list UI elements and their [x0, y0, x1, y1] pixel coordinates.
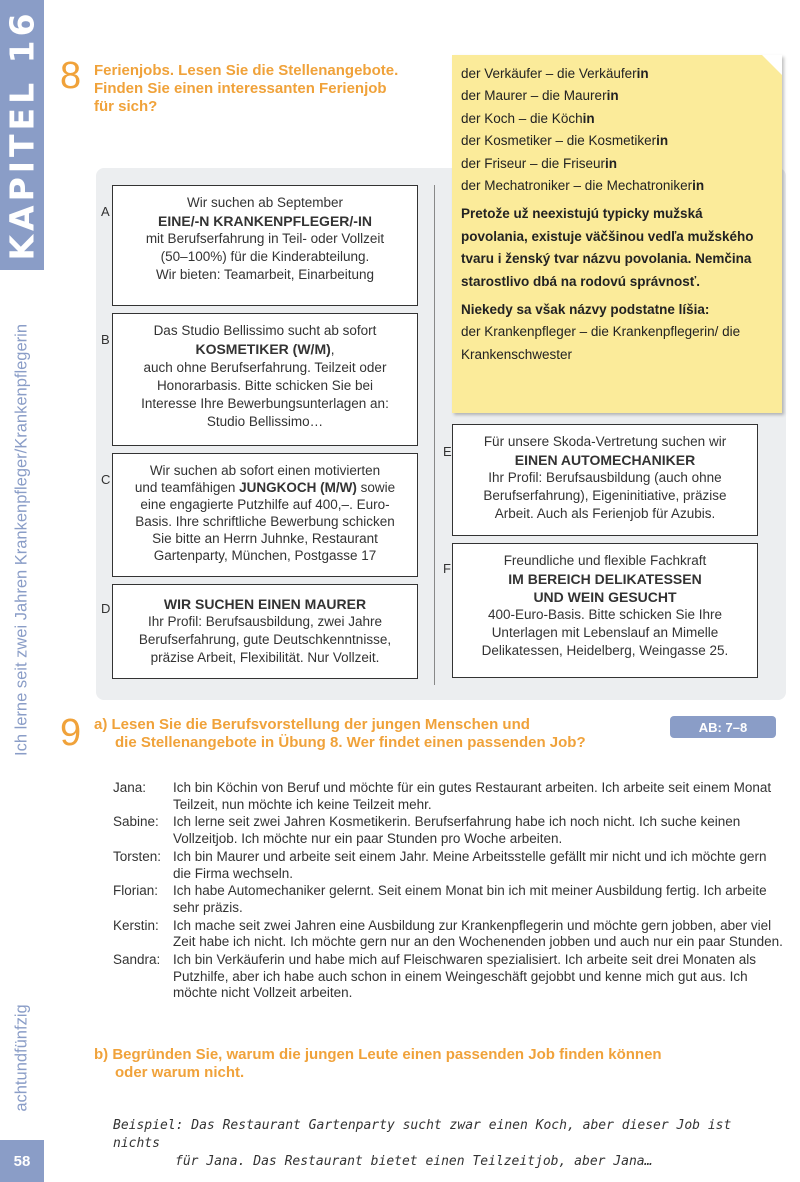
ad-text: (50–100%) für die Kinderabteilung. — [160, 249, 370, 264]
speaker-text: Ich bin Köchin von Beruf und möchte für ein gutes Restaurant arbeiten. Ich arbeite seit einem Monat Teilzeit, nun möchte ich keine Teilzeit mehr. — [173, 780, 772, 812]
exercise-8-number: 8 — [60, 55, 82, 97]
exercise-8-heading-line: für sich? — [94, 98, 158, 115]
sidebar — [0, 0, 44, 1182]
list-item — [113, 952, 783, 1002]
ad-text: Wir suchen ab September — [186, 195, 344, 210]
ad-text: Ihr Profil: Berufsausbildung (auch ohne — [488, 470, 722, 485]
exercise-heading-line: b) Begründen Sie, warum die jungen Leute einen passenden Job finden können — [94, 1046, 662, 1063]
ad-text: Berufserfahrung), Eigeninitiative, präzise — [483, 488, 727, 503]
example-text: Das Restaurant Gartenparty sucht zwar einen Koch, aber dieser Job ist nichts — [113, 1118, 732, 1151]
ad-title: EINEN AUTOMECHANIKER — [514, 452, 696, 468]
speaker-text: Ich bin Verkäuferin und habe mich auf Fleischwaren spezialisiert. Ich arbeite seit drei Monaten als Putzhilfe, aber ich habe auch schon in einem Weingeschäft gejobbt und kenne mich gut aus. Ich möchte nicht Vollzeit arbeiten. — [173, 952, 757, 1001]
exercise-8-heading — [94, 62, 398, 116]
ad-text: Unterlagen mit Lebenslauf an Mimelle — [491, 625, 719, 640]
list-item — [113, 780, 783, 813]
exercise-8-heading-line: Finden Sie einen interessanten Ferienjob — [94, 80, 387, 97]
ad-title: EINE/-N KRANKENPFLEGER/-IN — [158, 213, 372, 229]
exercise-heading-line: die Stellenangebote in Übung 8. Wer findet einen passenden Job? — [115, 734, 586, 751]
ad-text: Wir suchen ab sofort einen motivierten — [149, 463, 381, 478]
ad-text: Ihr Profil: Berufsausbildung, zwei Jahre — [147, 614, 383, 629]
job-ad-f — [452, 543, 758, 678]
ad-text: 400-Euro-Basis. Bitte schicken Sie Ihre — [487, 607, 723, 622]
list-item — [113, 814, 783, 847]
ad-letter-b: B — [101, 332, 110, 347]
ad-text: Sie bitte an Herrn Juhnke, Restaurant — [152, 531, 378, 546]
ad-title: KOSMETIKER (W/M) — [195, 341, 331, 357]
speaker-name: Jana: — [113, 780, 147, 795]
job-ad-e — [452, 424, 758, 536]
ad-letter-a: A — [101, 204, 110, 219]
exercise-8-heading-line: Ferienjobs. Lesen Sie die Stellenangebote. — [94, 62, 399, 79]
speaker-text: Ich lerne seit zwei Jahren Kosmetikerin. Berufserfahrung habe ich noch nicht. Ich suche keinen Vollzeitjob. Ich möchte nur ein paar Stunden pro Woche arbeiten. — [173, 814, 741, 847]
exercise-9b-heading — [94, 1046, 662, 1082]
job-ad-b — [112, 313, 418, 446]
ad-title: WIR SUCHEN EINEN MAURER — [163, 596, 367, 612]
ad-title: JUNGKOCH (M/W) — [239, 480, 357, 495]
ad-text: eine engagierte Putzhilfe auf 400,–. Euro- — [140, 497, 390, 512]
note-exception-example: der Krankenpfleger – die Krankenpflegerin/ die Krankenschwester — [461, 324, 741, 362]
chapter-tab — [0, 0, 44, 270]
list-item — [113, 918, 783, 951]
exercise-9a-heading — [94, 716, 586, 752]
ad-text: Honorarbasis. Bitte schicken Sie bei — [156, 378, 374, 393]
note-pair: der Mechatroniker – die Mechatronikerin — [461, 178, 705, 194]
ad-text: auch ohne Berufserfahrung. Teilzeit oder — [143, 360, 387, 375]
example-text: für Jana. Das Restaurant bietet einen Teilzeitjob, aber Jana… — [175, 1154, 653, 1169]
ad-letter-c: C — [101, 472, 111, 487]
ad-title: UND WEIN GESUCHT — [533, 589, 677, 605]
page-number: 58 — [0, 1140, 44, 1182]
note-pair: der Koch – die Köchin — [461, 110, 595, 126]
ad-text: Das Studio Bellissimo sucht ab sofort — [153, 323, 377, 338]
speaker-text: Ich habe Automechaniker gelernt. Seit einem Monat bin ich mit meiner Ausbildung fertig. Ich arbeite sehr präzis. — [173, 883, 767, 915]
job-ad-a — [112, 185, 418, 306]
ad-text: Freundliche und flexible Fachkraft — [503, 553, 707, 568]
note-exception-heading: Niekedy sa však názvy podstatne líšia: — [461, 302, 710, 318]
ad-text: Gartenparty, München, Postgasse 17 — [153, 548, 377, 563]
ad-text: Berufserfahrung, gute Deutschkenntnisse, — [138, 632, 392, 647]
folded-corner — [762, 55, 782, 75]
column-divider — [434, 185, 435, 685]
ad-title: IM BEREICH DELIKATESSEN — [508, 571, 702, 587]
speaker-name: Florian: — [113, 883, 159, 899]
example-answer — [113, 1117, 783, 1171]
ad-text: Basis. Ihre schriftliche Bewerbung schicken — [135, 514, 395, 529]
exercise-9-number: 9 — [60, 712, 82, 754]
ad-text: mit Berufserfahrung in Teil- oder Vollzeit — [145, 231, 385, 246]
ad-letter-e: E — [443, 444, 452, 459]
page-number-word: achtundfünfzig — [12, 1004, 31, 1112]
ad-text: Studio Bellissimo… — [206, 414, 324, 429]
note-pair: der Kosmetiker – die Kosmetikerin — [461, 133, 669, 149]
speaker-text: Ich bin Maurer und arbeite seit einem Jahr. Meine Arbeitsstelle gefällt mir nicht und ich möchte gern die Firma wechseln. — [173, 848, 767, 881]
ad-text: und teamfähigen JUNGKOCH (M/W) sowie — [134, 480, 396, 495]
workbook-reference-badge: AB: 7–8 — [670, 716, 776, 738]
speaker-name: Sabine: — [113, 814, 159, 830]
ad-text: Interesse Ihre Bewerbungsunterlagen an: — [141, 396, 389, 411]
job-ad-c — [112, 453, 418, 577]
exercise-heading-line: a) Lesen Sie die Berufsvorstellung der jungen Menschen und — [94, 716, 530, 733]
ad-letter-f: F — [443, 561, 451, 576]
list-item — [113, 849, 783, 882]
ad-text: Wir bieten: Teamarbeit, Einarbeitung — [155, 267, 375, 282]
ad-title-row: KOSMETIKER (W/M), — [195, 341, 335, 357]
ad-letter-d: D — [101, 601, 111, 616]
speaker-list — [113, 780, 783, 1003]
ad-text: Arbeit. Auch als Ferienjob für Azubis. — [494, 506, 716, 521]
speaker-name: Torsten: — [113, 848, 162, 864]
list-item — [113, 883, 783, 916]
exercise-heading-line: oder warum nicht. — [115, 1064, 245, 1081]
chapter-label: KAPITEL 16 — [2, 9, 42, 261]
note-pair: der Friseur – die Friseurin — [461, 155, 618, 171]
chapter-title: Ich lerne seit zwei Jahren Krankenpfleger/Krankenpflegerin — [12, 324, 31, 756]
grammar-note — [452, 55, 782, 413]
job-ad-d — [112, 584, 418, 679]
ad-text: Delikatessen, Heidelberg, Weingasse 25. — [481, 643, 729, 658]
ad-text: präzise Arbeit, Flexibilität. Nur Vollzeit. — [150, 650, 380, 665]
ad-text: Für unsere Skoda-Vertretung suchen wir — [483, 434, 727, 449]
speaker-name: Kerstin: — [113, 917, 159, 933]
note-explanation: Pretože už neexistujú typicky mužská povolania, existuje väčšinou vedľa mužského tvaru i ženský tvar názvu povolania. Nemčina starostlivo dbá na rodovú správnosť. — [461, 206, 754, 289]
note-pair: der Maurer – die Maurerin — [461, 88, 619, 104]
note-pair: der Verkäufer – die Verkäuferin — [461, 66, 649, 81]
example-label: Beispiel: — [113, 1118, 184, 1133]
speaker-name: Sandra: — [113, 952, 161, 968]
speaker-text: Ich mache seit zwei Jahren eine Ausbildung zur Krankenpflegerin und möchte gern jobben, aber viel Zeit habe ich nicht. Ich möchte gern nur an den Wochenenden jobben und auch nur ein paar Stunden. — [173, 917, 783, 950]
